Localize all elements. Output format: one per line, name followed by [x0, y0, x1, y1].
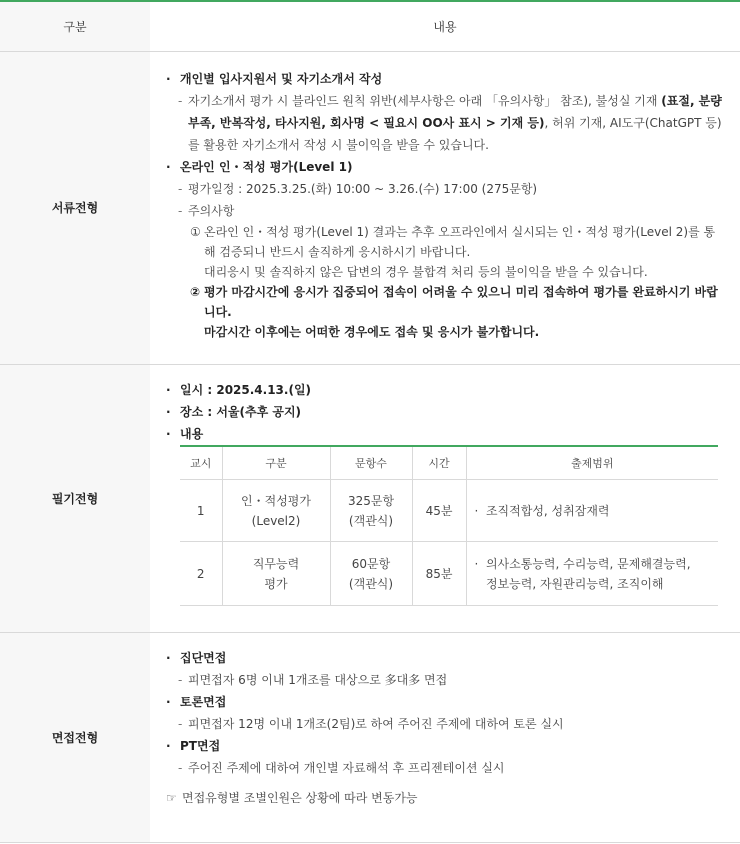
pointing-hand-icon: ☞ [166, 790, 177, 805]
document-screening-label: 서류전형 [0, 51, 150, 364]
pt-interview: · PT면접 [166, 738, 221, 753]
written-test-schedule-table [180, 445, 718, 607]
caution-item-1: ① 온라인 인・적성 평가(Level 1) 결과는 추후 오프라인에서 실시되는 인・적성 평가(Level 2)를 통해 검증되니 반드시 솔직하게 응시하시기 바랍니다. 대리응시 및 솔직하지 않은 답변의 경우 불합격 처리 등의 불이익을 받을 수 있습니다. [190, 224, 716, 279]
header-content: 내용 [150, 1, 740, 51]
col-time: 시간 [412, 446, 466, 480]
document-screening-row [0, 51, 740, 364]
assessment-schedule: - 평가일정 : 2025.3.25.(화) 10:00 ~ 3.26.(수) 17:00 (275문항) [178, 181, 538, 196]
table-row: 2 직무능력 평가 60문항 (객관식) 85분 · 의사소통능력, 수리능력, 문제해결능력, 정보능력, 자원관리능력, 조직이해 [180, 542, 718, 606]
caution-item-2: ② 평가 마감시간에 응시가 집중되어 접속이 어려울 수 있으니 미리 접속하여 평가를 완료하시기 바랍니다. 마감시간 이후에는 어떠한 경우에도 접속 및 응시가 불가합니다. [190, 284, 718, 339]
table-header-row [0, 1, 740, 51]
caution-heading: - 주의사항 [178, 203, 235, 218]
written-content-heading: · 내용 [166, 426, 204, 441]
group-interview-desc: - 피면접자 6명 이내 1개조를 대상으로 多대多 면접 [178, 672, 448, 687]
interview-content [150, 632, 740, 842]
written-test-label: 필기전형 [0, 364, 150, 632]
header-category: 구분 [0, 1, 150, 51]
interview-row [0, 632, 740, 842]
written-place: · 장소 : 서울(추후 공지) [166, 404, 302, 419]
table-row: 1 인・적성평가 (Level2) 325문항 (객관식) 45분 · 조직적합성, 성취잠재력 [180, 480, 718, 542]
self-intro-warning: - 자기소개서 평가 시 블라인드 원칙 위반(세부사항은 아래 「유의사항」 참조), 불성실 기재 (표절, 분량 부족, 반복작성, 타사지원, 회사명 < 필요시 OO사 표시 > 기재 등), 허위 기재, AI도구(ChatGPT 등)를 활용한 자기소개서 작성 시 불이익을 받을 수 있습니다. [178, 93, 722, 152]
bullet-application-form: · 개인별 입사지원서 및 자기소개서 작성 [166, 71, 383, 86]
document-screening-content [150, 51, 740, 364]
group-interview: · 집단면접 [166, 650, 227, 665]
col-count: 문항수 [330, 446, 412, 480]
bullet-online-assessment: · 온라인 인・적성 평가(Level 1) [166, 159, 353, 174]
col-type: 구분 [222, 446, 330, 480]
pt-interview-desc: - 주어진 주제에 대하여 개인별 자료해석 후 프리젠테이션 실시 [178, 760, 505, 775]
written-date: · 일시 : 2025.4.13.(일) [166, 382, 312, 397]
col-period: 교시 [180, 446, 222, 480]
discussion-interview: · 토론면접 [166, 694, 227, 709]
written-test-content [150, 364, 740, 632]
discussion-interview-desc: - 피면접자 12명 이내 1개조(2팀)로 하여 주어진 주제에 대하여 토론 실시 [178, 716, 564, 731]
written-test-row [0, 364, 740, 632]
interview-label: 면접전형 [0, 632, 150, 842]
interview-note: ☞ 면접유형별 조별인원은 상황에 따라 변동가능 [166, 787, 726, 809]
col-scope: 출제범위 [466, 446, 718, 480]
schedule-header-row [180, 446, 718, 480]
